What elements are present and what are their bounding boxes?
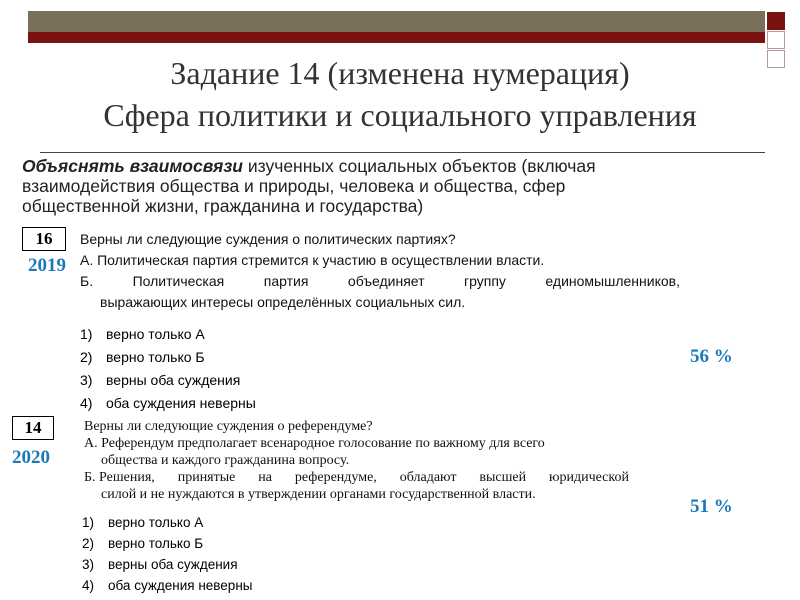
- question-text: Верны ли следующие суждения о политических партиях?: [80, 231, 456, 247]
- success-percent: 56 %: [690, 346, 733, 367]
- header-bar: [28, 11, 765, 32]
- option-text: верно только Б: [108, 536, 204, 551]
- option-number: 1): [82, 515, 95, 530]
- option-number: 2): [80, 349, 93, 365]
- judgement-b-word: референдуме,: [294, 470, 377, 485]
- answer-option: [80, 392, 256, 415]
- option-text: верно только А: [106, 326, 205, 342]
- option-number: 2): [82, 536, 95, 551]
- task-number-box: 14: [12, 416, 54, 440]
- answer-option: [82, 554, 252, 575]
- year-label: 2020: [12, 447, 50, 468]
- judgement-b-word: Б.: [80, 273, 94, 289]
- judgement-b-word: обладают: [399, 470, 457, 485]
- description-line1: изученных социальных объектов (включая: [242, 156, 596, 176]
- judgement-b-word: юридической: [549, 470, 629, 485]
- judgement-b-word: группу: [464, 273, 506, 289]
- option-text: верно только Б: [106, 349, 205, 365]
- judgement-a: А. Референдум предполагает всенародное голосование по важному для всего: [84, 436, 545, 451]
- answer-options: [82, 512, 252, 596]
- judgement-b-word: на: [258, 470, 272, 485]
- judgement-b-continued: силой и не нуждаются в утверждении органами государственной власти.: [101, 487, 536, 502]
- task-number-box: 16: [22, 227, 66, 251]
- title-line-2: Сфера политики и социального управления: [103, 97, 697, 133]
- answer-options: [80, 323, 256, 415]
- judgement-b-word: объединяет: [347, 273, 425, 289]
- answer-option: [80, 323, 256, 346]
- judgement-b-word: высшей: [479, 470, 527, 485]
- title-divider: [40, 152, 765, 153]
- judgement-b-word: единомышленников,: [545, 273, 680, 289]
- option-text: верно только А: [108, 515, 204, 530]
- decor-square-filled: [767, 12, 785, 30]
- option-number: 4): [82, 578, 95, 593]
- answer-option: [82, 575, 252, 596]
- option-number: 3): [82, 557, 95, 572]
- slide-title: [0, 52, 800, 136]
- task-2019-question-block: [80, 229, 690, 313]
- option-text: оба суждения неверны: [108, 578, 253, 593]
- judgement-b: [84, 469, 629, 486]
- option-number: 1): [80, 326, 93, 342]
- option-number: 4): [80, 395, 93, 411]
- description-line3: общественной жизни, гражданина и государства): [22, 196, 424, 216]
- judgement-a-continued: общества и каждого гражданина вопросу.: [101, 453, 350, 468]
- year-label: 2019: [28, 255, 66, 276]
- judgement-b-word: партия: [263, 273, 309, 289]
- header-accent-bar: [28, 32, 765, 43]
- judgement-b-word: Политическая: [132, 273, 225, 289]
- judgement-b-word: принятые: [177, 470, 236, 485]
- decor-square-outline: [767, 31, 785, 49]
- judgement-b-word: Б. Решения,: [84, 470, 155, 485]
- option-text: верны оба суждения: [108, 557, 238, 572]
- question-text: Верны ли следующие суждения о референдуме?: [84, 419, 373, 434]
- answer-option: [82, 533, 252, 554]
- judgement-a: А. Политическая партия стремится к участию в осуществлении власти.: [80, 252, 545, 268]
- answer-option: [80, 369, 256, 392]
- option-text: верны оба суждения: [106, 372, 241, 388]
- answer-option: [80, 346, 256, 369]
- judgement-b: [80, 271, 680, 292]
- judgement-b-continued: выражающих интересы определённых социальных сил.: [100, 294, 466, 310]
- task-description: [22, 156, 762, 216]
- description-line2: взаимодействия общества и природы, человека и общества, сфер: [22, 176, 566, 196]
- option-text: оба суждения неверны: [106, 395, 256, 411]
- success-percent: 51 %: [690, 496, 733, 517]
- description-emphasis: Объяснять взаимосвязи: [22, 156, 243, 176]
- answer-option: [82, 512, 252, 533]
- task-2020-question-block: [84, 418, 644, 503]
- option-number: 3): [80, 372, 93, 388]
- title-line-1: Задание 14 (изменена нумерация): [170, 55, 630, 91]
